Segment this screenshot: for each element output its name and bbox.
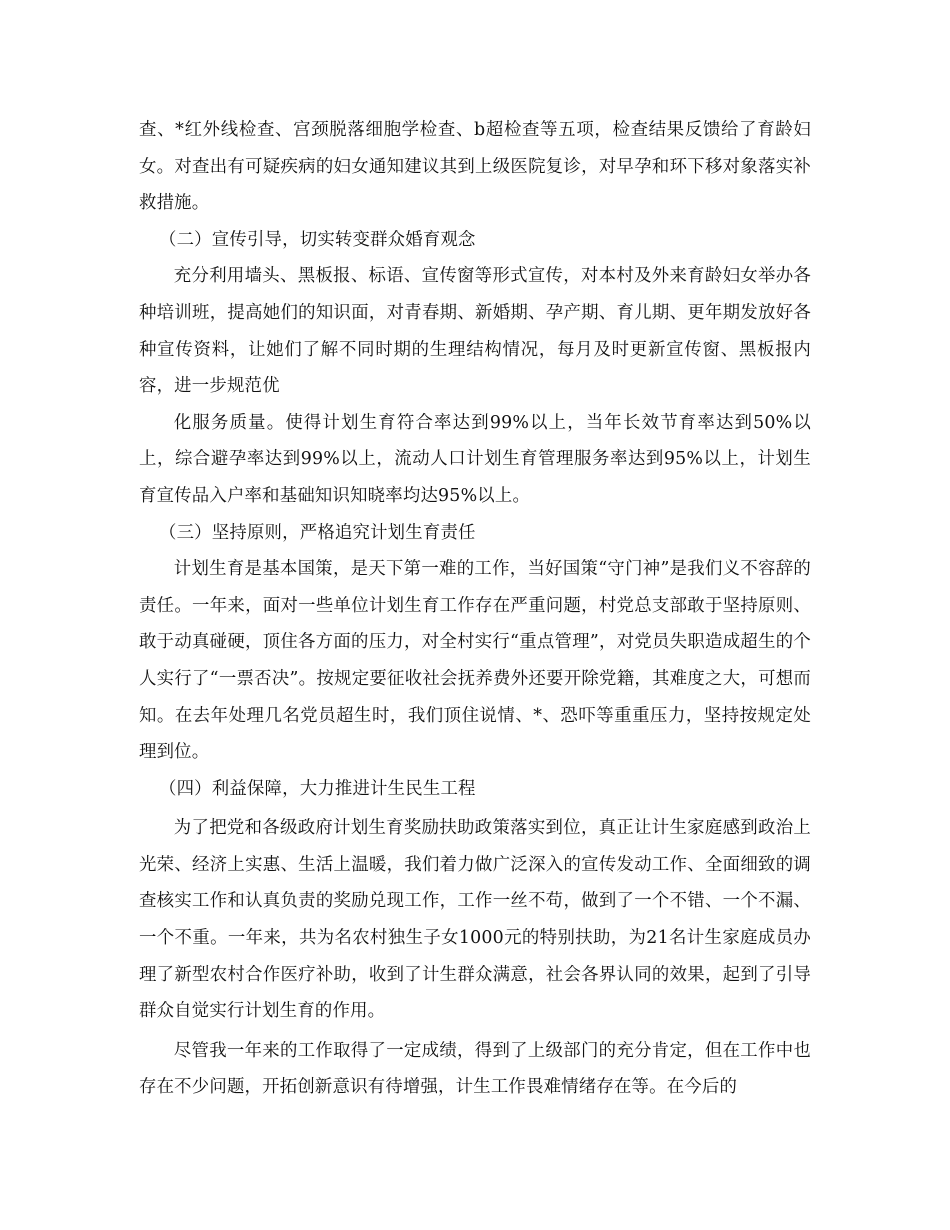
paragraph-continuation: 查、*红外线检查、宫颈脱落细胞学检查、b超检查等五项，检查结果反馈给了育龄妇女。对查出有可疑疾病的妇女通知建议其到上级医院复诊，对早孕和环下移对象落实补救措施。 — [139, 120, 811, 214]
section-heading-2: （二）宣传引导，切实转变群众婚育观念 — [159, 229, 476, 250]
paragraph-principles: 计划生育是基本国策，是天下第一难的工作，当好国策“守门神”是我们义不容辞的责任。一年来，面对一些单位计划生育工作存在严重问题，村党总支部敢于坚持原则、敢于动真碰硬，顶住各方面的压力，对全村实行“重点管理”，对党员失职造成超生的个人实行了“一票否决”。按规定要征收社会抚养费外还要开除党籍，其难度之大，可想而知。在去年处理几名党员超生时，我们顶住说情、*、恐吓等重重压力，坚持按规定处理到位。 — [139, 559, 811, 763]
section-heading-3: （三）坚持原则，严格追究计划生育责任 — [159, 522, 476, 543]
paragraph-benefits: 为了把党和各级政府计划生育奖励扶助政策落实到位，真正让计生家庭感到政治上光荣、经济上实惠、生活上温暖，我们着力做广泛深入的宣传发动工作、全面细致的调查核实工作和认真负责的奖励兑现工作，工作一丝不苟，做到了一个不错、一个不漏、一个不重。一年来，共为名农村独生子女1000元的特别扶助，为21名计生家庭成员办理了新型农村合作医疗补助，收到了计生群众满意，社会各界认同的效果，起到了引导群众自觉实行计划生育的作用。 — [139, 818, 811, 1022]
paragraph-publicity: 充分利用墙头、黑板报、标语、宣传窗等形式宣传，对本村及外来育龄妇女举办各种培训班，提高她们的知识面，对青春期、新婚期、孕产期、育儿期、更年期发放好各种宣传资料，让她们了解不同时期的生理结构情况，每月及时更新宣传窗、黑板报内容，进一步规范优 — [139, 266, 811, 397]
document-page — [139, 112, 811, 1106]
paragraph-summary: 尽管我一年来的工作取得了一定成绩，得到了上级部门的充分肯定，但在工作中也存在不少问题，开拓创新意识有待增强，计生工作畏难情绪存在等。在今后的 — [139, 1040, 811, 1098]
section-heading-4: （四）利益保障，大力推进计生民生工程 — [159, 778, 476, 799]
paragraph-service-quality: 化服务质量。使得计划生育符合率达到99%以上，当年长效节育率达到50%以上，综合避孕率达到99%以上，流动人口计划生育管理服务率达到95%以上，计划生育宣传品入户率和基础知识知晓率均达95%以上。 — [139, 412, 811, 506]
